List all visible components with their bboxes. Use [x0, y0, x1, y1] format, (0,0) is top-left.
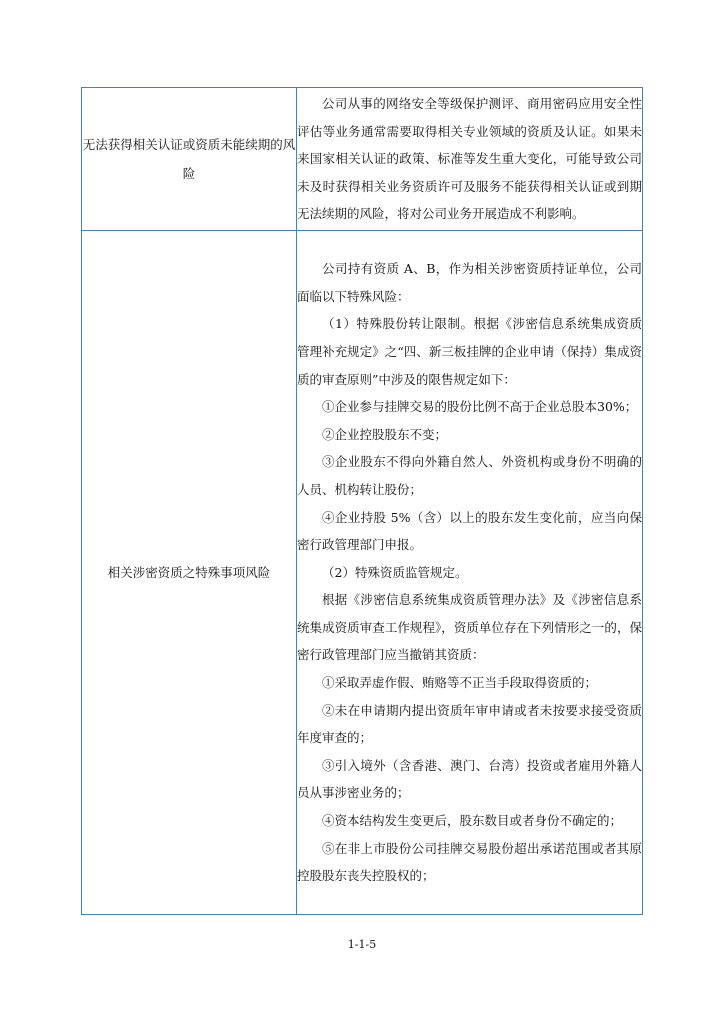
paragraph: ④资本结构发生变更后，股东数目或者身份不确定的； — [322, 813, 623, 829]
page-number: 1-1-5 — [347, 938, 377, 951]
risk-title-cell — [82, 231, 297, 915]
risk-table — [81, 87, 643, 915]
paragraph: ②未在申请期内提出资质年审申请或者未按要求接受资质年度审查的； — [297, 702, 642, 746]
paragraph: 公司从事的网络安全等级保护测评、商用密码应用安全性评估等业务通常需要取得相关专业领域的资质及认证。如果未来国家相关认证的政策、标准等发生重大变化，可能导致公司未及时获得相关业务资质许可及服务不能获得相关认证或到期无法续期的风险，将对公司业务开展造成不利影响。 — [297, 96, 642, 222]
paragraph: 公司持有资质 A、B，作为相关涉密资质持证单位，公司面临以下特殊风险： — [297, 261, 642, 304]
paragraph: ③引入境外（含香港、澳门、台湾）投资或者雇用外籍人员从事涉密业务的； — [297, 757, 642, 801]
paragraph: ④企业持股 5%（含）以上的股东发生变化前，应当向保密行政管理部门申报。 — [297, 509, 642, 553]
table-row — [82, 231, 643, 915]
paragraph: ⑤在非上市股份公司挂牌交易股份超出承诺范围或者其原控股股东丧失控股权的； — [297, 840, 642, 884]
risk-description-cell — [297, 88, 643, 231]
risk-title: 无法获得相关认证或资质未能续期的风险 — [82, 137, 296, 181]
risk-title-cell — [82, 88, 297, 231]
paragraph: ①企业参与挂牌交易的股份比例不高于企业总股本30%； — [322, 399, 638, 415]
paragraph: 根据《涉密信息系统集成资质管理办法》及《涉密信息系统集成资质审查工作规程》，资质单位存在下列情形之一的，保密行政管理部门应当撤销其资质： — [297, 592, 642, 663]
paragraph: （2）特殊资质监管规定。 — [322, 564, 468, 580]
paragraph: ①采取弄虚作假、贿赂等不正当手段取得资质的； — [322, 675, 598, 691]
paragraph: ②企业控股股东不变； — [322, 426, 448, 442]
paragraph: ③企业股东不得向外籍自然人、外资机构或身份不明确的人员、机构转让股份； — [297, 454, 642, 497]
table-row — [82, 88, 643, 231]
risk-description-cell — [297, 231, 643, 915]
paragraph: （1）特殊股份转让限制。根据《涉密信息系统集成资质管理补充规定》之“四、新三板挂牌的企业申请（保持）集成资质的审查原则”中涉及的限售规定如下： — [297, 316, 642, 387]
risk-title: 相关涉密资质之特殊事项风险 — [107, 565, 271, 580]
